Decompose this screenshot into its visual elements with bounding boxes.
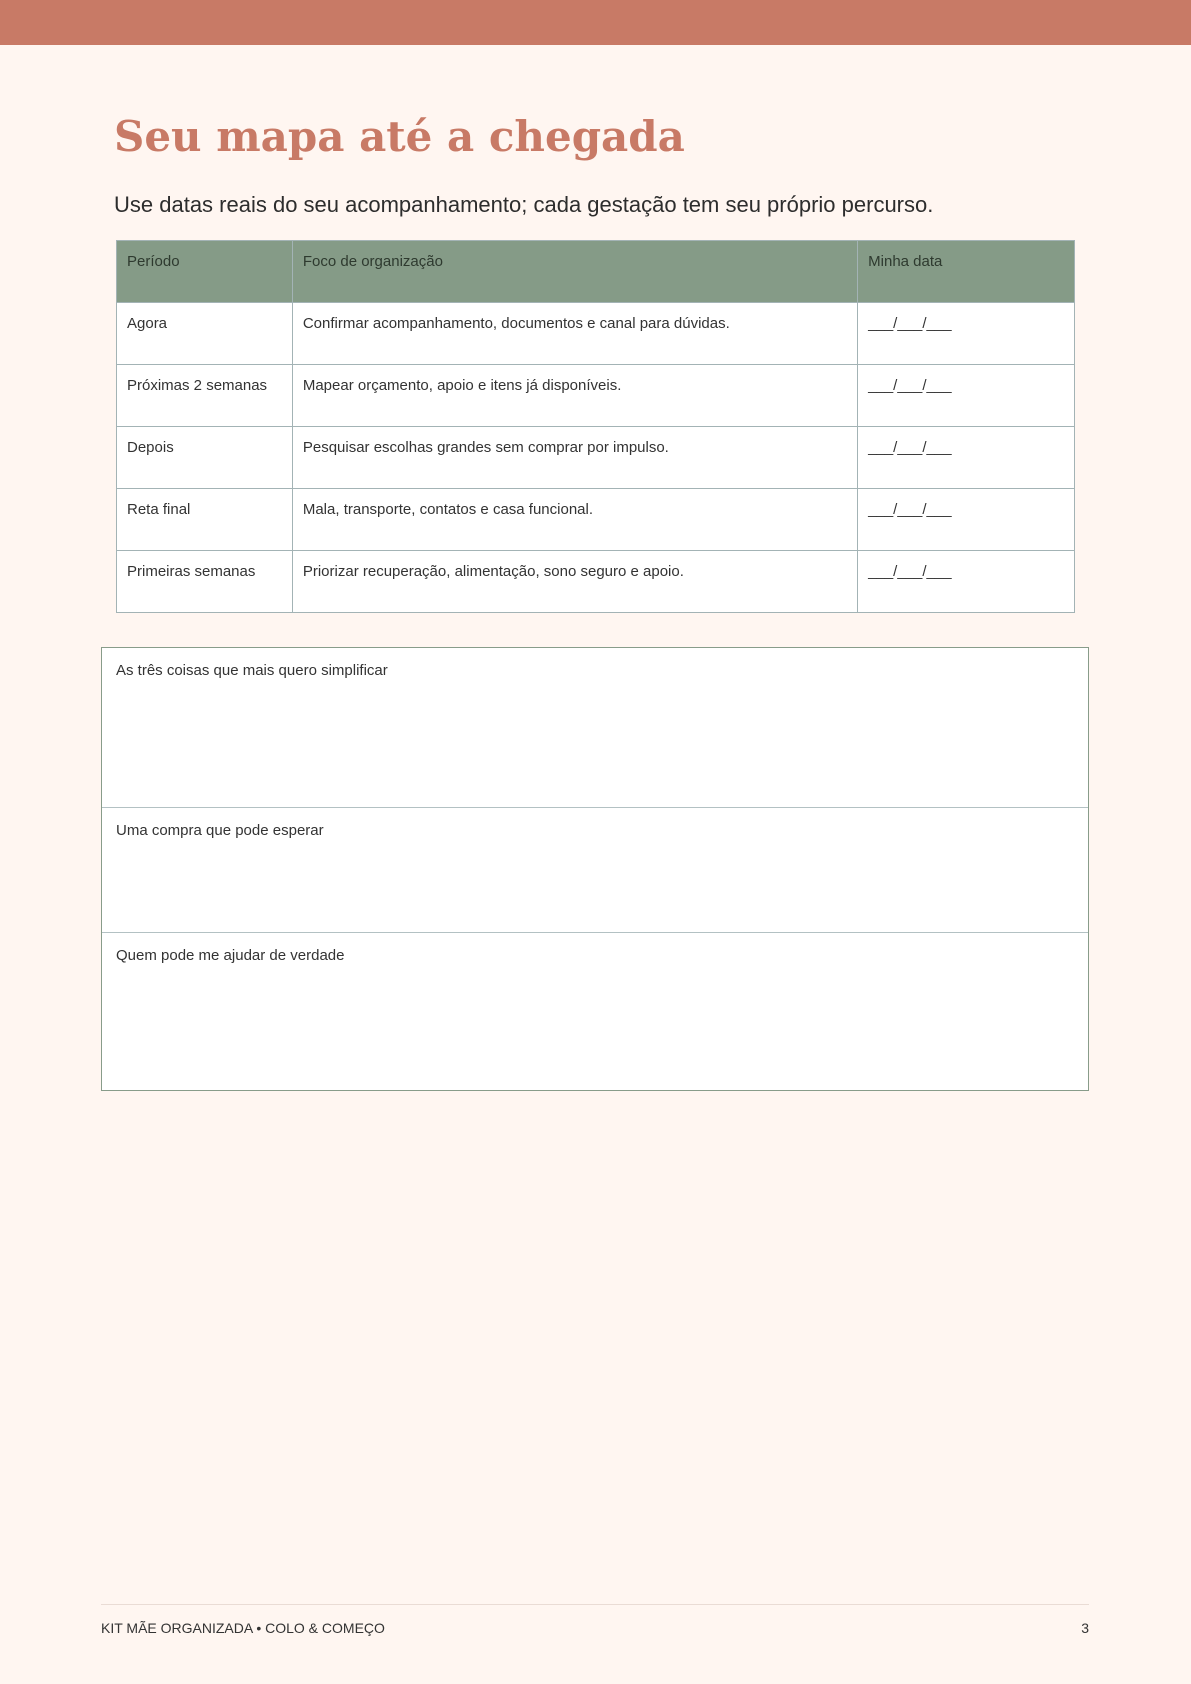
cell-focus: Confirmar acompanhamento, documentos e canal para dúvidas.: [292, 303, 857, 365]
page-title: Seu mapa até a chegada: [114, 112, 685, 161]
cell-period: Próximas 2 semanas: [117, 365, 293, 427]
page-subtitle: Use datas reais do seu acompanhamento; cada gestação tem seu próprio percurso.: [114, 192, 934, 217]
table-row: [117, 489, 1075, 551]
cell-period: Primeiras semanas: [117, 551, 293, 613]
cell-date-field[interactable]: ___/___/___: [858, 489, 1075, 551]
cell-period: Depois: [117, 427, 293, 489]
header-period: Período: [117, 241, 293, 303]
table-row: [117, 551, 1075, 613]
cell-focus: Priorizar recuperação, alimentação, sono seguro e apoio.: [292, 551, 857, 613]
footer-brand: KIT MÃE ORGANIZADA • COLO & COMEÇO: [101, 1620, 385, 1636]
cell-focus: Pesquisar escolhas grandes sem comprar por impulso.: [292, 427, 857, 489]
notes-box: [101, 647, 1089, 1091]
header-focus: Foco de organização: [292, 241, 857, 303]
table-row: [117, 303, 1075, 365]
table-row: [117, 365, 1075, 427]
note-simplify[interactable]: [102, 648, 1088, 807]
cell-period: Agora: [117, 303, 293, 365]
timeline-table: [116, 240, 1075, 613]
footer-divider: [101, 1604, 1089, 1605]
cell-date-field[interactable]: ___/___/___: [858, 365, 1075, 427]
note-label: Uma compra que pode esperar: [116, 822, 324, 839]
note-purchase-can-wait[interactable]: [102, 807, 1088, 932]
table-header-row: [117, 241, 1075, 303]
cell-date-field[interactable]: ___/___/___: [858, 551, 1075, 613]
top-accent-bar: [0, 0, 1191, 45]
header-date: Minha data: [858, 241, 1075, 303]
note-label: As três coisas que mais quero simplificar: [116, 662, 388, 679]
table-row: [117, 427, 1075, 489]
cell-date-field[interactable]: ___/___/___: [858, 427, 1075, 489]
cell-period: Reta final: [117, 489, 293, 551]
cell-focus: Mapear orçamento, apoio e itens já disponíveis.: [292, 365, 857, 427]
cell-date-field[interactable]: ___/___/___: [858, 303, 1075, 365]
note-who-can-help[interactable]: [102, 932, 1088, 1090]
page-number: 3: [1081, 1620, 1089, 1636]
note-label: Quem pode me ajudar de verdade: [116, 947, 345, 964]
cell-focus: Mala, transporte, contatos e casa funcional.: [292, 489, 857, 551]
